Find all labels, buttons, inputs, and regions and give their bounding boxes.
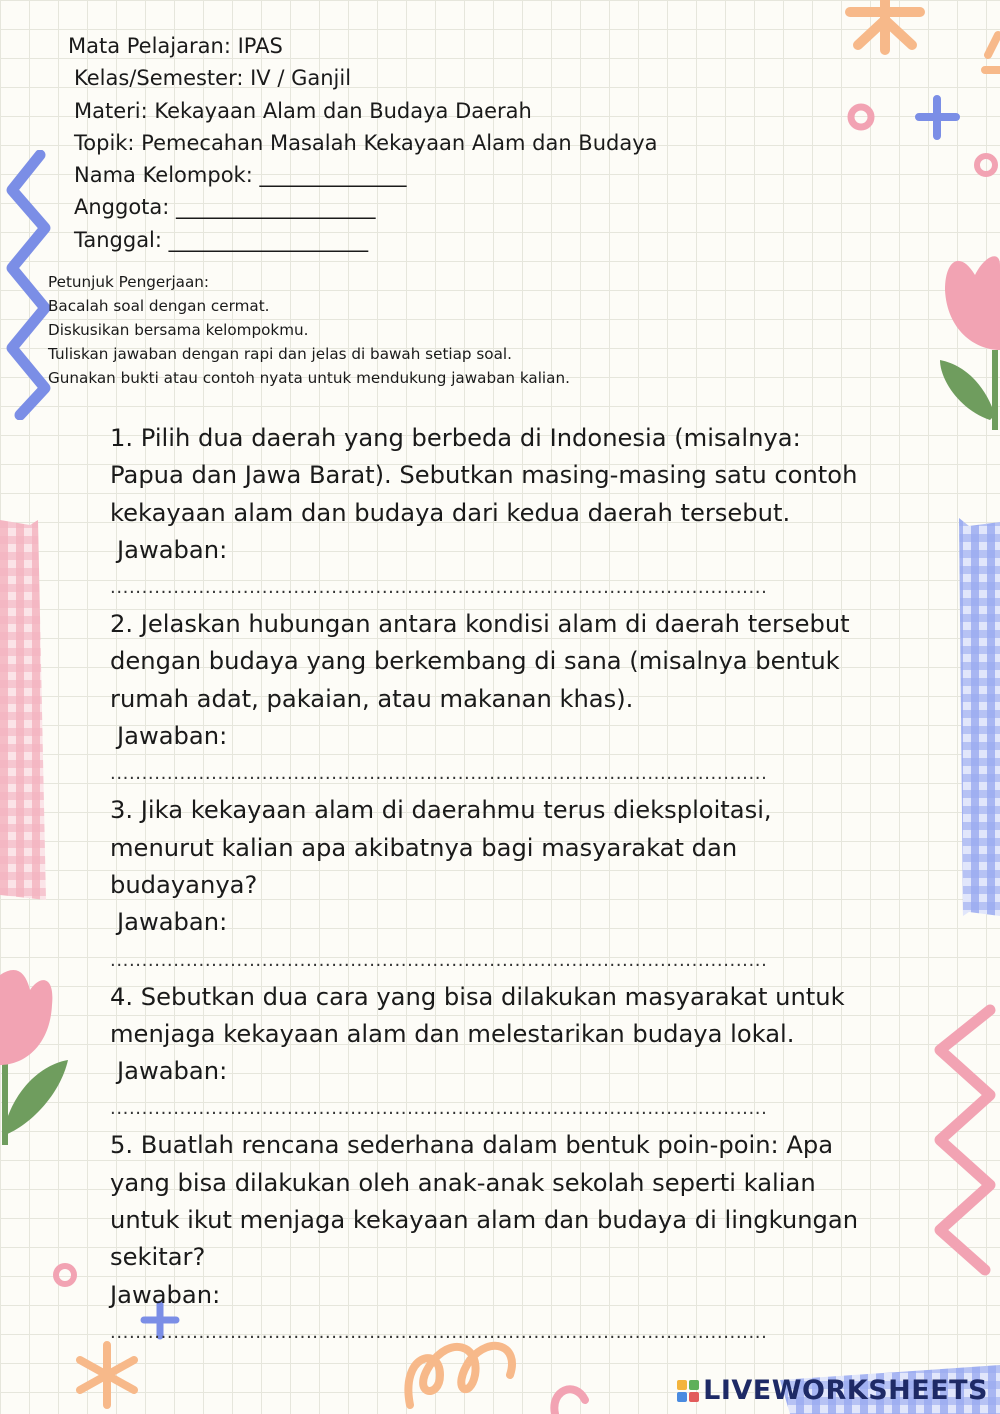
- material-line: Materi: Kekayaan Alam dan Budaya Daerah: [74, 98, 532, 123]
- question-text: 3. Jika kekayaan alam di daerahmu terus dieksploitasi,: [110, 796, 772, 825]
- instructions-block: [48, 270, 570, 390]
- question-2: [110, 606, 880, 792]
- pink-circle-small-decoration: [970, 150, 1000, 180]
- question-text: 4. Sebutkan dua cara yang bisa dilakukan masyarakat untuk: [110, 982, 845, 1011]
- answer-label: Jawaban:: [117, 722, 228, 751]
- pink-squiggle-decoration: [930, 1000, 1000, 1280]
- question-5: [110, 1127, 880, 1350]
- pink-gingham-tape-decoration: [0, 520, 50, 900]
- tulip-flower-right-decoration: [935, 250, 1000, 430]
- topic-line: Topik: Pemecahan Masalah Kekayaan Alam dan Budaya: [74, 130, 658, 155]
- question-text: menjaga kekayaan alam dan melestarikan budaya lokal.: [110, 1019, 795, 1048]
- pink-circle-bottom-decoration: [50, 1260, 80, 1290]
- question-text: Papua dan Jawa Barat). Sebutkan masing-masing satu contoh: [110, 461, 858, 490]
- question-text: sekitar?: [110, 1243, 206, 1272]
- answer-line-4[interactable]: ........................................................................................................: [110, 1098, 768, 1120]
- answer-line-2[interactable]: ........................................................................................................: [110, 763, 768, 785]
- question-4: [110, 979, 880, 1128]
- date-field: Tanggal: ___________________: [74, 227, 369, 252]
- liveworksheets-watermark: [677, 1375, 988, 1406]
- worksheet-header: [68, 30, 658, 256]
- question-3: [110, 792, 880, 978]
- pink-curl-decoration: [545, 1370, 595, 1414]
- orange-star-decoration: [840, 0, 930, 55]
- watermark-text: LIVEWORKSHEETS: [703, 1375, 988, 1406]
- members-field: Anggota: ___________________: [74, 195, 376, 220]
- question-text: budayanya?: [110, 870, 258, 899]
- instruction-item: Diskusikan bersama kelompokmu.: [48, 321, 309, 339]
- question-text: rumah adat, pakaian, atau makanan khas).: [110, 684, 634, 713]
- question-text: kekayaan alam dan budaya dari kedua daerah tersebut.: [110, 498, 791, 527]
- answer-line-1[interactable]: ........................................................................................................: [110, 577, 768, 599]
- question-text: yang bisa dilakukan oleh anak-anak sekolah seperti kalian: [110, 1168, 816, 1197]
- question-text: 2. Jelaskan hubungan antara kondisi alam di daerah tersebut: [110, 610, 850, 639]
- question-text: 1. Pilih dua daerah yang berbeda di Indonesia (misalnya:: [110, 424, 801, 452]
- answer-label: Jawaban:: [110, 1280, 221, 1309]
- answer-label: Jawaban:: [117, 535, 228, 564]
- group-name-field: Nama Kelompok: ______________: [74, 163, 407, 188]
- instructions-title: Petunjuk Pengerjaan:: [48, 273, 210, 291]
- question-text: 5. Buatlah rencana sederhana dalam bentuk poin-poin: Apa: [110, 1131, 834, 1160]
- class-semester-line: Kelas/Semester: IV / Ganjil: [74, 66, 352, 91]
- questions-list: [110, 420, 880, 1351]
- answer-line-3[interactable]: ........................................................................................................: [110, 949, 768, 971]
- question-text: menurut kalian apa akibatnya bagi masyarakat dan: [110, 833, 738, 862]
- instruction-item: Bacalah soal dengan cermat.: [48, 297, 270, 315]
- liveworksheets-logo-icon: [677, 1380, 699, 1402]
- orange-star-corner-decoration: [980, 30, 1000, 90]
- tulip-flower-left-decoration: [0, 965, 70, 1145]
- answer-label: Jawaban:: [117, 908, 228, 937]
- answer-label: Jawaban:: [117, 1057, 228, 1086]
- blue-plus-decoration: [915, 95, 960, 140]
- blue-gingham-tape-decoration: [955, 518, 1000, 916]
- answer-line-5[interactable]: ........................................................................................................: [110, 1321, 768, 1343]
- instruction-item: Tuliskan jawaban dengan rapi dan jelas di bawah setiap soal.: [48, 345, 512, 363]
- question-text: untuk ikut menjaga kekayaan alam dan budaya di lingkungan: [110, 1206, 859, 1235]
- instruction-item: Gunakan bukti atau contoh nyata untuk mendukung jawaban kalian.: [48, 369, 570, 387]
- pink-circle-decoration: [846, 102, 876, 132]
- subject-line: Mata Pelajaran: IPAS: [68, 34, 283, 58]
- question-1: [110, 420, 880, 606]
- question-text: dengan budaya yang berkembang di sana (misalnya bentuk: [110, 647, 840, 676]
